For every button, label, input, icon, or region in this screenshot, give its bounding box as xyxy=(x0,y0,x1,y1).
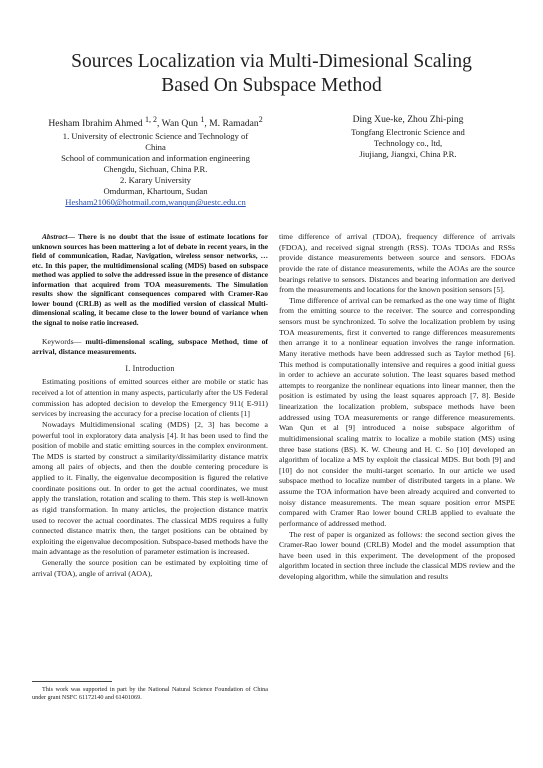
affiliation-line: 1. University of electronic Science and Technology of xyxy=(62,131,249,142)
affiliation-line: Omdurman, Khartoum, Sudan xyxy=(103,186,208,197)
author-email-link[interactable]: Hesham21060@hotmail.com,wanqun@uestc.edu.cn xyxy=(65,197,246,208)
author-block-left xyxy=(38,114,273,208)
affiliation-line: School of communication and information engineering xyxy=(61,153,250,164)
body-paragraph: Nowadays Multidimensional scaling (MDS) [2, 3] has become a powerful tool in exploratory data analysis [4]. It has been used to find the position of mobile and static emitting sources in the complex environment. The MDS is started by construct a similarity/dissimilarity distance matrix among all pairs of objects, and then the double centering procedure is applied to it. Finally, the eigenvalue decomposition is figured the relative coordinate positions out. In order to get the actual coordinates, we must apply the translation, rotation and scaling to them. This step is well-known as rigid transformation. In many articles, the projection distance matrix used to recover the actual coordinates. The classical MDS requires a fully connected distance matrix then, the target positions can be obtained by exploiting the eigenvalue decomposition. Subspace-based methods have the main advantage as the resolution of parameter estimation is increased. xyxy=(32,419,268,557)
section-heading-introduction: I. Introduction xyxy=(125,364,175,374)
affiliation-line: Chengdu, Sichuan, China P.R. xyxy=(103,164,208,175)
affiliation-line: Jiujiang, Jiangxi, China P.R. xyxy=(359,149,457,159)
affiliation-line: China xyxy=(145,142,166,153)
title-line-2: Based On Subspace Method xyxy=(161,75,382,96)
funding-footnote: This work was supported in part by the National Natural Science Foundation of China under grant NSFC 61172140 and 61401069. xyxy=(32,686,268,701)
affiliation-line: Tongfang Electronic Science and xyxy=(351,127,465,137)
affiliation-line: 2. Karary University xyxy=(120,175,191,186)
right-column xyxy=(279,232,515,583)
keywords: Keywords— multi-dimensional scaling, subspace Method, time of arrival, distance measurements. xyxy=(32,337,268,357)
body-paragraph: Estimating positions of emitted sources either are mobile or static has received a lot of attention in many aspects, particularly after the US Federal commission has adopted decision to develop the Emergency 911( E-911) services by increasing the accuracy for a precise location of clients [1] xyxy=(32,377,268,419)
abstract: Abstract— There is no doubt that the issue of estimate locations for unknown sources has been mattering a lot of debate in recent years, in the field of communication, Radar, Navigation, wireless sensor networks, …etc. In this paper, the multidimensional scaling (MDS) based on subspace method was applied to solve the addressed issue in the presence of distance information that acquired from TOA measurements. The Simulation results show the significant consequences compared with Cramer-Rao lower bound (CRLB) as well as the modified version of classical Multi-dimensional scaling, it became close to the lower bound of variance when the signal to noise ratio increased. xyxy=(32,232,268,327)
author-names-right: Ding Xue-ke, Zhou Zhi-ping xyxy=(352,114,464,125)
body-paragraph: The rest of paper is organized as follows: the second section gives the Cramer-Rao lower bound (CRLB) Model and the model assumption that have been used in this experiment. The development of the proposed algorithm located in section three include the classical MDS review and the developing algorithm, while the simulation and results xyxy=(279,529,515,581)
author-block-right xyxy=(318,114,498,160)
paper-title xyxy=(20,50,523,98)
body-paragraph: Time difference of arrival can be remarked as the one way time of flight from the emitting source to the receiver. The source and corresponding sensors must be synchronized. To solve the localization problem by using TOA measurements, first it converted to range differences measurements then arrange it to a nonlinear equation involves the range information. Many iterative methods have been addressed such as Taylor method [6]. This method is computationally intensive and requires a good initial guess in order to achieve an accurate solution. The least squares based method attempts to reorganize the nonlinear equations into linear manner, then the position is estimated by using the least squares approach [7, 8]. Beside linearization the localization problem, subspace methods have been addressed using TOA measurements or range difference measurements. Wan Qun et al [9] introduced a noise subspace algorithm of multidimensional scaling matrix to localize a mobile station (MS) using three base stations (BS). K. W. Cheung and H. C. So [10] developed an algorithm of localize a MS by exploit the classical MDS. But both [9] and [10] do not consider the multi-target scenario. In our article we used subspace method to localize number of distributed targets in a plane. We assume the TOA information have been already acquired and converted to noisy distance measurements. The mean square position error MSPE compared with Cramer Rao lower bound CRLB applied to evaluate the performance of addressed method. xyxy=(279,295,515,528)
body-paragraph: Generally the source position can be estimated by exploiting time of arrival (TOA), angle of arrival (AOA), xyxy=(32,558,268,578)
affiliation-line: Technology co., ltd, xyxy=(373,138,443,148)
title-line-1: Sources Localization via Multi-Dimesional Scaling xyxy=(71,51,472,72)
body-paragraph: time difference of arrival (TDOA), frequency difference of arrivals (FDOA), and received signal strength (RSS). TOAs TDOAs and RSSs provide distance measurements between source and sensors. FDOAs provide the rate of distance measurements, while the AOAs are the source bearings relative to sensors. Distances and bearing information are derived from the measurements and locations for the known position sensors [5]. xyxy=(279,232,515,295)
author-names-left: Hesham Ibrahim Ahmed $^{1, 2}$, Wan Qun $^1$, M. Ramadan$^2$ xyxy=(48,115,263,130)
left-column xyxy=(32,232,268,579)
footnote-divider xyxy=(32,681,112,682)
